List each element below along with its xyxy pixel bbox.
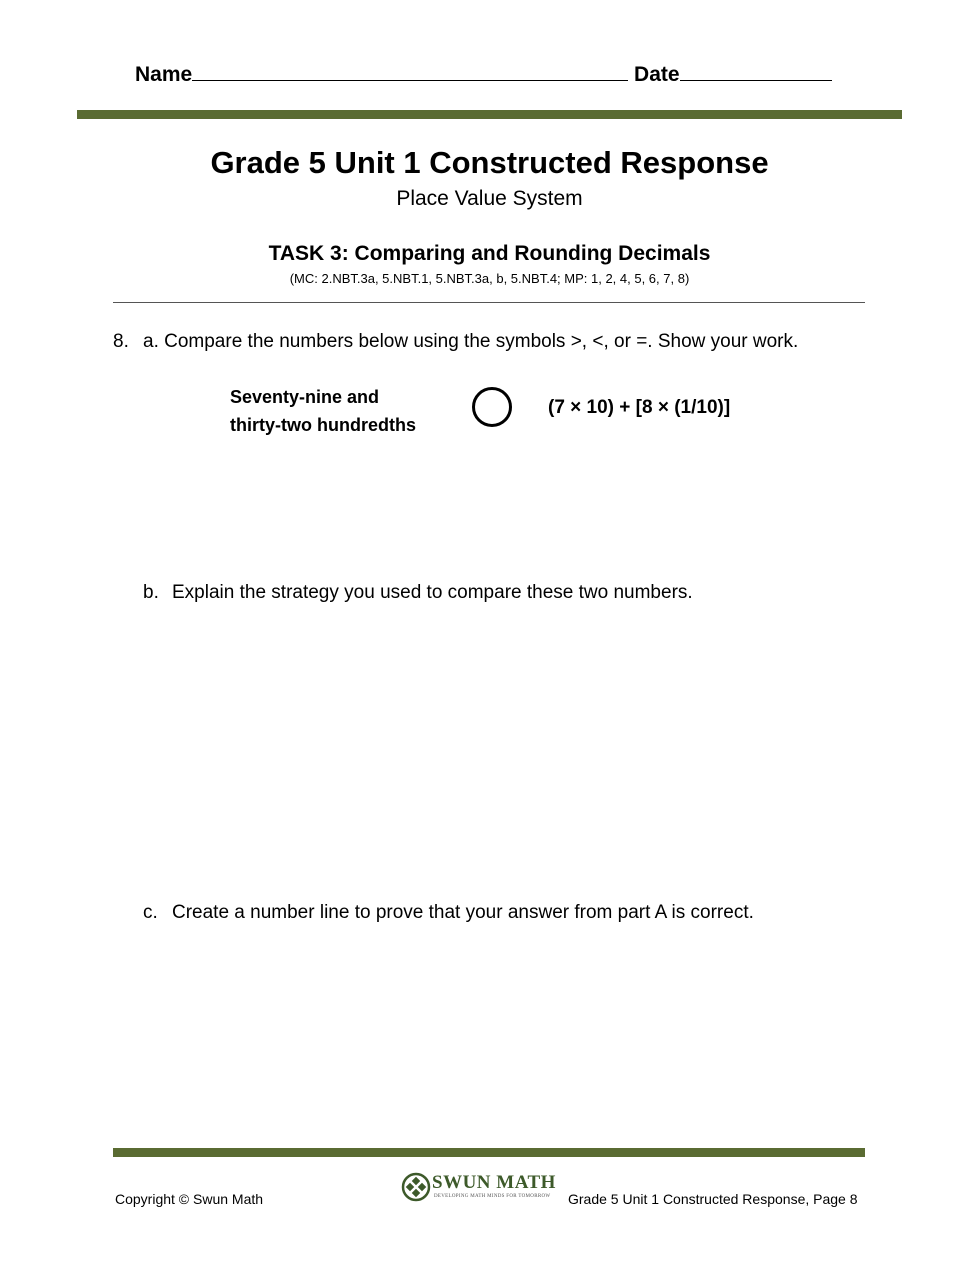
left-number <box>230 383 416 439</box>
right-number-expression: (7 × 10) + [8 × (1/10)] <box>548 397 731 418</box>
name-field[interactable] <box>192 60 628 81</box>
part-b-label: b. <box>143 582 159 603</box>
copyright-text: Copyright © Swun Math <box>115 1191 264 1207</box>
part-c-prompt: Create a number line to prove that your answer from part A is correct. <box>172 902 754 923</box>
question-number: 8. <box>113 331 129 352</box>
name-label: Name <box>135 63 193 86</box>
left-number-line-1: Seventy-nine and <box>230 387 380 407</box>
page-title: Grade 5 Unit 1 Constructed Response <box>210 145 769 180</box>
page-info: Grade 5 Unit 1 Constructed Response, Page 8 <box>568 1191 858 1207</box>
section-rule <box>113 302 865 303</box>
task-standards: (MC: 2.NBT.3a, 5.NBT.1, 5.NBT.3a, b, 5.NBT.4; MP: 1, 2, 4, 5, 6, 7, 8) <box>289 271 690 286</box>
date-field[interactable] <box>680 60 832 81</box>
part-b-prompt: Explain the strategy you used to compare these two numbers. <box>172 582 693 603</box>
left-number-line-2: thirty-two hundredths <box>230 415 416 435</box>
page-subtitle: Place Value System <box>396 187 583 210</box>
part-c-label: c. <box>143 902 158 923</box>
top-divider-bar <box>77 110 902 119</box>
part-a-prompt: a. Compare the numbers below using the symbols >, <, or =. Show your work. <box>143 331 799 352</box>
logo-tagline: DEVELOPING MATH MINDS FOR TOMORROW <box>434 1194 551 1199</box>
name-date-row <box>135 60 832 87</box>
bottom-divider-bar <box>113 1148 865 1157</box>
date-label: Date <box>634 63 680 86</box>
logo-wordmark: SWUN MATH <box>432 1172 556 1193</box>
swun-math-logo-icon <box>401 1172 431 1202</box>
task-title: TASK 3: Comparing and Rounding Decimals <box>268 242 711 265</box>
comparison-symbol-circle[interactable] <box>472 387 512 427</box>
